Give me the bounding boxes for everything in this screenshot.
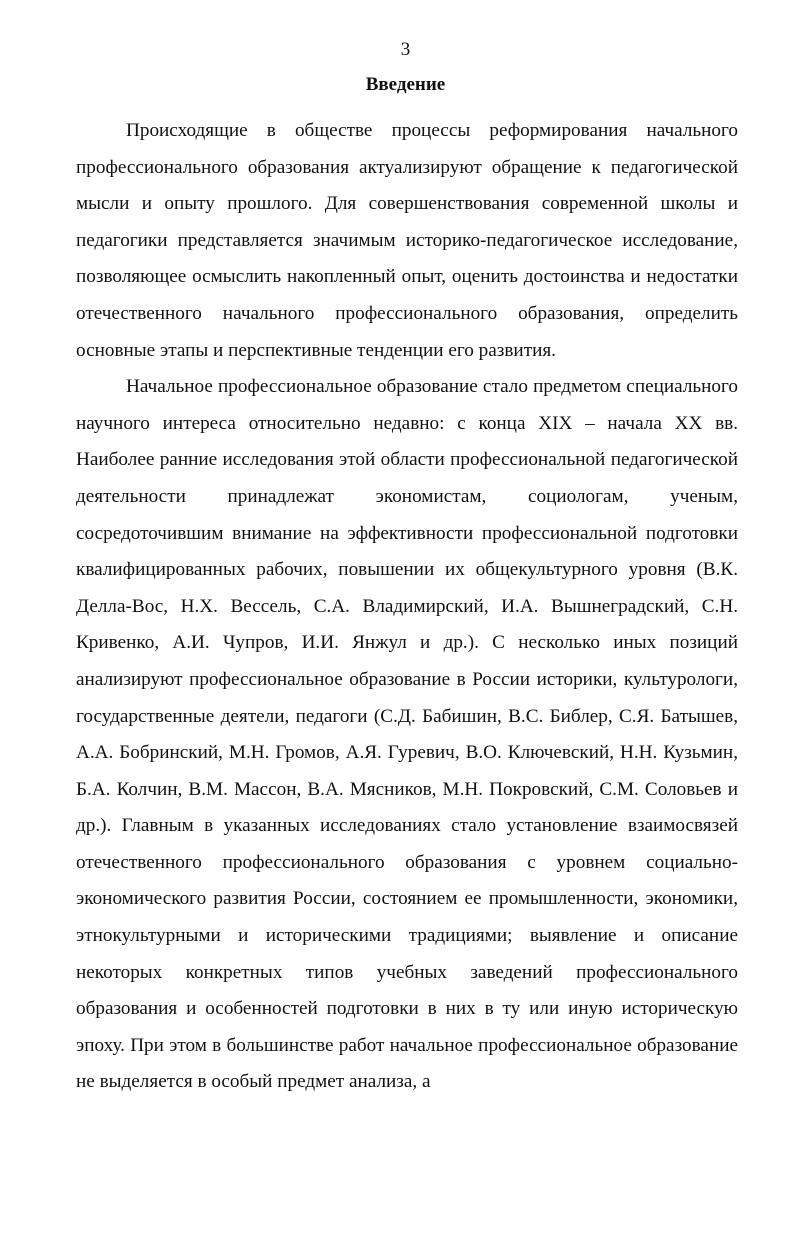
section-heading: Введение — [365, 74, 446, 95]
body-text — [76, 113, 738, 1101]
page-number: 3 — [400, 39, 411, 60]
paragraph-introduction-motivation: Происходящие в обществе процессы реформирования начального профессионального образования актуализируют обращение к педагогической мысли и опыту прошлого. Для совершенствования современной школы и педагогики представляется значимым историко-педагогическое исследование, позволяющее осмыслить накопленный опыт, оценить достоинства и недостатки отечественного начального профессионального образования, определить основные этапы и перспективные тенденции его развития. — [76, 120, 738, 361]
paragraph-research-history: Начальное профессиональное образование стало предметом специального научного интереса относительно недавно: с конца XIX – начала XX вв. Наиболее ранние исследования этой области профессиональной педагогической деятельности принадлежат экономистам, социологам, ученым, сосредоточившим внимание на эффективности профессиональной подготовки квалифицированных рабочих, повышении их общекультурного уровня (В.К. Делла-Вос, Н.Х. Вессель, С.А. Владимирский, И.А. Вышнеградский, С.Н. Кривенко, А.И. Чупров, И.И. Янжул и др.). С несколько иных позиций анализируют профессиональное образование в России историки, культурологи, государственные деятели, педагоги (С.Д. Бабишин, В.С. Библер, С.Я. Батышев, А.А. Бобринский, М.Н. Громов, А.Я. Гуревич, В.О. Ключевский, Н.Н. Кузьмин, Б.А. Колчин, В.М. Массон, В.А. Мясников, М.Н. Покровский, С.М. Соловьев и др.). Главным в указанных исследованиях стало установление взаимосвязей отечественного профессионального образования с уровнем социально-экономического развития России, состоянием ее промышленности, экономики, этнокультурными и историческими традициями; выявление и описание некоторых конкретных типов учебных заведений профессионального образования и особенностей подготовки в них в ту или иную историческую эпоху. При этом в большинстве работ начальное профессиональное образование не выделяется в особый предмет анализа, а — [76, 376, 738, 1093]
